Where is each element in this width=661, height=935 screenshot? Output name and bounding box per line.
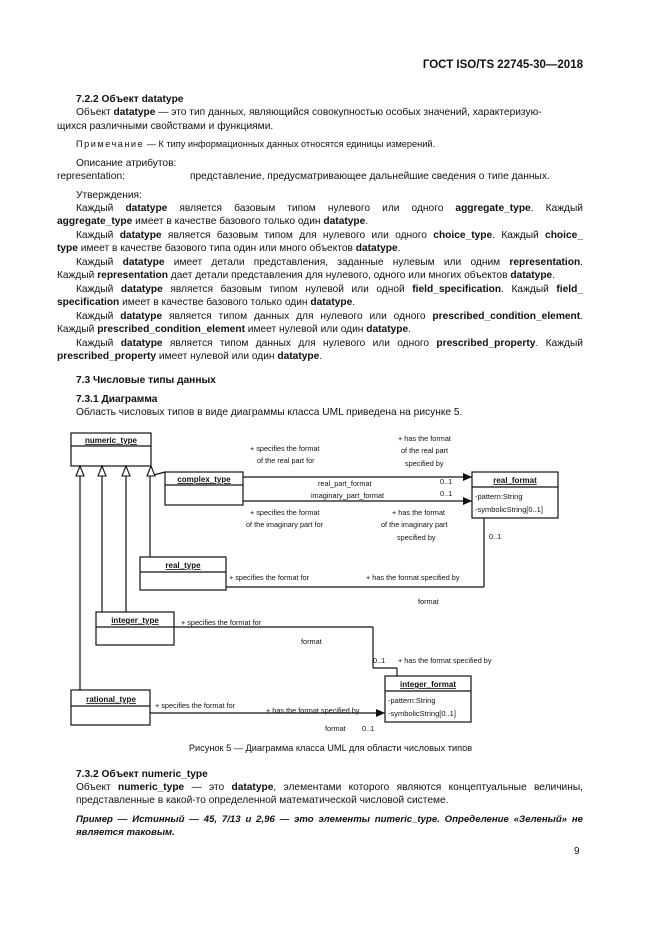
assertion-4-line1: Каждый datatype является базовым типом нулевой или одной field_specification. Каждый field_	[76, 284, 584, 295]
class-name-integer-format: integer_format	[399, 680, 457, 689]
multiplicity-5: 0..1	[362, 724, 375, 733]
label-real-specifies: + specifies the format for	[229, 573, 310, 582]
numeric-type-def-line1: Объект numeric_type — это datatype, элементами которого являются концептуальные величины,	[76, 782, 583, 793]
assertion-2-line2: type имеет в качестве базового типа один или много объектов datatype.	[57, 243, 401, 254]
role-real-part-format: real_part_format	[318, 479, 372, 488]
paragraph-datatype-line1: Объект datatype — это тип данных, являющийся совокупностью особых значений, характеризую-	[76, 107, 542, 118]
label-specifies-imag-part-1: + specifies the format	[250, 508, 320, 517]
label-has-real-part-2: of the real part	[401, 446, 449, 455]
document-header: ГОСТ ISO/TS 22745-30—2018	[422, 59, 583, 71]
role-format-2: format	[301, 637, 322, 646]
label-real-has-format: + has the format specified by	[366, 573, 460, 582]
class-name-numeric-type: numeric_type	[84, 436, 138, 445]
page-number: 9	[574, 846, 580, 857]
note: Примечание — К типу информационных данных относятся единицы измерений.	[76, 139, 436, 149]
label-has-real-part-3: specified by	[405, 459, 444, 468]
assertion-3-line1: Каждый datatype имеет детали представления, заданные нулевым или одним representation.	[76, 257, 584, 268]
label-rational-specifies: + specifies the format for	[155, 701, 236, 710]
section-title-7-3-2: 7.3.2 Объект numeric_type	[76, 769, 208, 780]
assertion-1-line1: Каждый datatype является базовым типом нулевого или одного aggregate_type. Каждый	[76, 203, 583, 214]
label-has-imag-part-1: + has the format	[392, 508, 445, 517]
label-has-imag-part-3: specified by	[397, 533, 436, 542]
role-imaginary-part-format: imaginary_part_format	[311, 491, 385, 500]
diagram-intro: Область числовых типов в виде диаграммы класса UML приведена на рисунке 5.	[76, 407, 463, 418]
attr-integer-format-symbolic: -symbolicString[0..1]	[388, 709, 456, 718]
label-specifies-real-part-2: of the real part for	[257, 456, 315, 465]
class-name-real-type: real_type	[165, 561, 201, 570]
figure-caption: Рисунок 5 — Диаграмма класса UML для области числовых типов	[188, 743, 473, 753]
assertion-5-line1: Каждый datatype является типом данных для нулевого или одного prescribed_condition_element.	[76, 311, 584, 322]
section-title-7-3: 7.3 Числовые типы данных	[76, 375, 216, 386]
assertion-2-line1: Каждый datatype является базовым типом для нулевого или одного choice_type. Каждый choice_	[76, 230, 583, 241]
numeric-type-def-line2: представленные в какой-то определенной математической числовой системе.	[76, 795, 449, 806]
label-integer-has-format: + has the format specified by	[398, 656, 492, 665]
paragraph-datatype-line2: щихся различными свойствами и функциями.	[57, 121, 274, 132]
label-integer-specifies: + specifies the format for	[181, 618, 262, 627]
role-format-1: format	[418, 597, 439, 606]
class-name-complex-type: complex_type	[177, 475, 231, 484]
label-rational-has-format: + has the format specified by	[266, 706, 360, 715]
assertion-1-line2: aggregate_type имеет в качестве базового только один datatype.	[57, 216, 369, 227]
section-title-7-3-1: 7.3.1 Диаграмма	[76, 394, 158, 405]
section-title-7-2-2: 7.2.2 Объект datatype	[76, 94, 184, 105]
label-has-real-part-1: + has the format	[398, 434, 451, 443]
label-specifies-imag-part-2: of the imaginary part for	[246, 520, 324, 529]
class-name-integer-type: integer_type	[111, 616, 159, 625]
example-line1: Пример — Истинный — 45, 7/13 и 2,96 — это элементы numeric_type. Определение «Зеленый» не	[76, 814, 583, 825]
assertion-4-line2: specification имеет в качестве базового только один datatype.	[57, 297, 356, 308]
assertion-5-line2: Каждый prescribed_condition_element имеет нулевой или один datatype.	[57, 324, 412, 335]
multiplicity-4: 0..1	[373, 656, 386, 665]
attr-real-format-pattern: -pattern:String	[475, 492, 523, 501]
multiplicity-1: 0..1	[440, 477, 453, 486]
class-name-real-format: real_format	[493, 476, 537, 485]
multiplicity-2: 0..1	[440, 489, 453, 498]
class-name-rational-type: rational_type	[86, 695, 136, 704]
assertion-6-line1: Каждый datatype является типом данных для нулевого или одного prescribed_property. Каждый	[76, 338, 583, 349]
attr-integer-format-pattern: -pattern:String	[388, 696, 436, 705]
label-has-imag-part-2: of the imaginary part	[381, 520, 448, 529]
role-format-3: format	[325, 724, 346, 733]
attr-real-format-symbolic: -symbolicString[0..1]	[475, 505, 543, 514]
assertion-3-line2: Каждый representation дает детали представления для нулевого, одного или многих объектов datatype.	[57, 270, 556, 281]
label-specifies-real-part-1: + specifies the format	[250, 444, 320, 453]
example-line2: является таковым.	[76, 827, 175, 838]
attribute-name: representation:	[57, 171, 125, 182]
attributes-heading: Описание атрибутов:	[76, 158, 177, 169]
assertion-6-line2: prescribed_property имеет нулевой или один datatype.	[57, 351, 323, 362]
multiplicity-3: 0..1	[489, 532, 502, 541]
attribute-description: представление, предусматривающее дальнейшие сведения о типе данных.	[190, 171, 550, 182]
assertions-heading: Утверждения:	[76, 190, 142, 201]
